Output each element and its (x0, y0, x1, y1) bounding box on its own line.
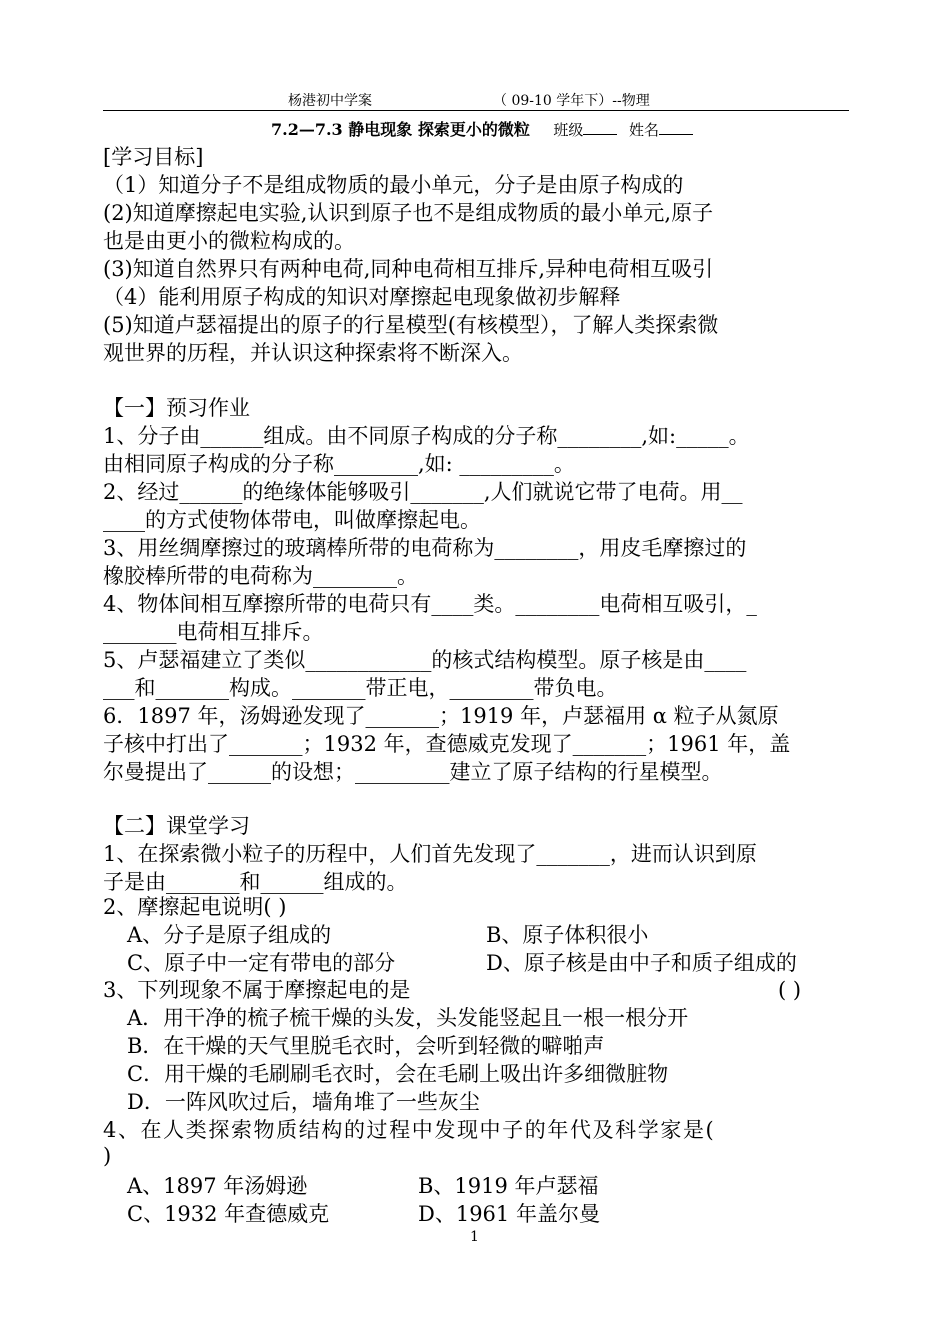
header-rule (103, 110, 849, 111)
preview-line: _______电荷相互排斥。 (103, 620, 324, 644)
question-1-line: 1、在探索微小粒子的历程中，人们首先发现了_______，进而认识到原 (103, 842, 757, 866)
preview-heading: 【一】预习作业 (103, 396, 250, 420)
question-2-option-b: B、原子体积很小 (486, 923, 649, 947)
preview-line: 橡胶棒所带的电荷称为________。 (103, 564, 418, 588)
goal-line: (3)知道自然界只有两种电荷,同种电荷相互排斥,异种电荷相互吸引 (103, 257, 714, 281)
preview-line: 由相同原子构成的分子称________,如: _________。 (103, 452, 575, 476)
goal-line: 也是由更小的微粒构成的。 (103, 229, 355, 253)
name-label: 姓名 (629, 121, 660, 139)
question-3-option-c: C．用干燥的毛刷刷毛衣时，会在毛刷上吸出许多细微脏物 (127, 1062, 669, 1086)
page-number: 1 (470, 1229, 479, 1245)
goal-line: （4）能利用原子构成的知识对摩擦起电现象做初步解释 (103, 285, 621, 309)
goal-line: (5)知道卢瑟福提出的原子的行星模型(有核模型），了解人类探索微 (103, 313, 719, 337)
question-2-option-c: C、原子中一定有带电的部分 (127, 951, 396, 975)
preview-line: 6．1897 年，汤姆逊发现了_______；1919 年，卢瑟福用 α 粒子从氮原 (103, 704, 779, 728)
goals-heading: [学习目标] (103, 145, 204, 169)
preview-line: 4、物体间相互摩擦所带的电荷只有____类。________电荷相互吸引，_ (103, 592, 757, 616)
question-2-option-a: A、分子是原子组成的 (127, 923, 332, 947)
classroom-heading: 【二】课堂学习 (103, 814, 250, 838)
goal-line: （1）知道分子不是组成物质的最小单元，分子是由原子构成的 (103, 173, 684, 197)
question-3-stem: 3、下列现象不属于摩擦起电的是 (103, 978, 411, 1002)
question-3-option-d: D．一阵风吹过后，墙角堆了一些灰尘 (127, 1090, 480, 1114)
question-4-option-b: B、1919 年卢瑟福 (418, 1174, 599, 1198)
question-2-stem: 2、摩擦起电说明( ) (103, 895, 287, 919)
goal-line: 观世界的历程，并认识这种探索将不断深入。 (103, 341, 523, 365)
page-title (271, 117, 693, 140)
preview-line: 子核中打出了_______；1932 年，查德威克发现了_______；1961 年，盖 (103, 732, 791, 756)
question-1-line: 子是由_______和______组成的。 (103, 870, 408, 894)
question-4-stem: 4、在人类探索物质结构的过程中发现中子的年代及科学家是( (103, 1118, 716, 1142)
question-2-option-d: D、原子核是由中子和质子组成的 (486, 951, 797, 975)
question-4-option-c: C、1932 年查德威克 (127, 1202, 330, 1226)
preview-line: 3、用丝绸摩擦过的玻璃棒所带的电荷称为________，用皮毛摩擦过的 (103, 536, 747, 560)
preview-line: 1、分子由______组成。由不同原子构成的分子称________,如:_____。 (103, 424, 750, 448)
preview-line: 尔曼提出了______的设想；_________建立了原子结构的行星模型。 (103, 760, 723, 784)
question-4-option-a: A、1897 年汤姆逊 (127, 1174, 308, 1198)
header-school: 杨港初中学案 (288, 93, 372, 109)
preview-line: ___和_______构成。_______带正电，________带负电。 (103, 676, 618, 700)
preview-line: 5、卢瑟福建立了类似____________的核式结构模型。原子核是由____ (103, 648, 747, 672)
class-blank (583, 120, 617, 135)
goal-line: (2)知道摩擦起电实验,认识到原子也不是组成物质的最小单元,原子 (103, 201, 714, 225)
question-4-option-d: D、1961 年盖尔曼 (418, 1202, 600, 1226)
question-3-option-b: B．在干燥的天气里脱毛衣时，会听到轻微的噼啪声 (127, 1034, 605, 1058)
header-term: （ 09-10 学年下）--物理 (493, 93, 650, 109)
name-blank (659, 120, 693, 135)
question-3-answer-paren: ( ) (778, 978, 802, 1002)
question-4-stem-close: ) (103, 1144, 112, 1168)
preview-line: ____的方式使物体带电，叫做摩擦起电。 (103, 508, 481, 532)
class-label: 班级 (553, 121, 584, 139)
question-3-option-a: A．用干净的梳子梳干燥的头发，头发能竖起且一根一根分开 (127, 1006, 689, 1030)
preview-line: 2、经过______的绝缘体能够吸引_______,人们就说它带了电荷。用__ (103, 480, 743, 504)
title-main: 7.2—7.3 静电现象 探索更小的微粒 (271, 120, 530, 139)
